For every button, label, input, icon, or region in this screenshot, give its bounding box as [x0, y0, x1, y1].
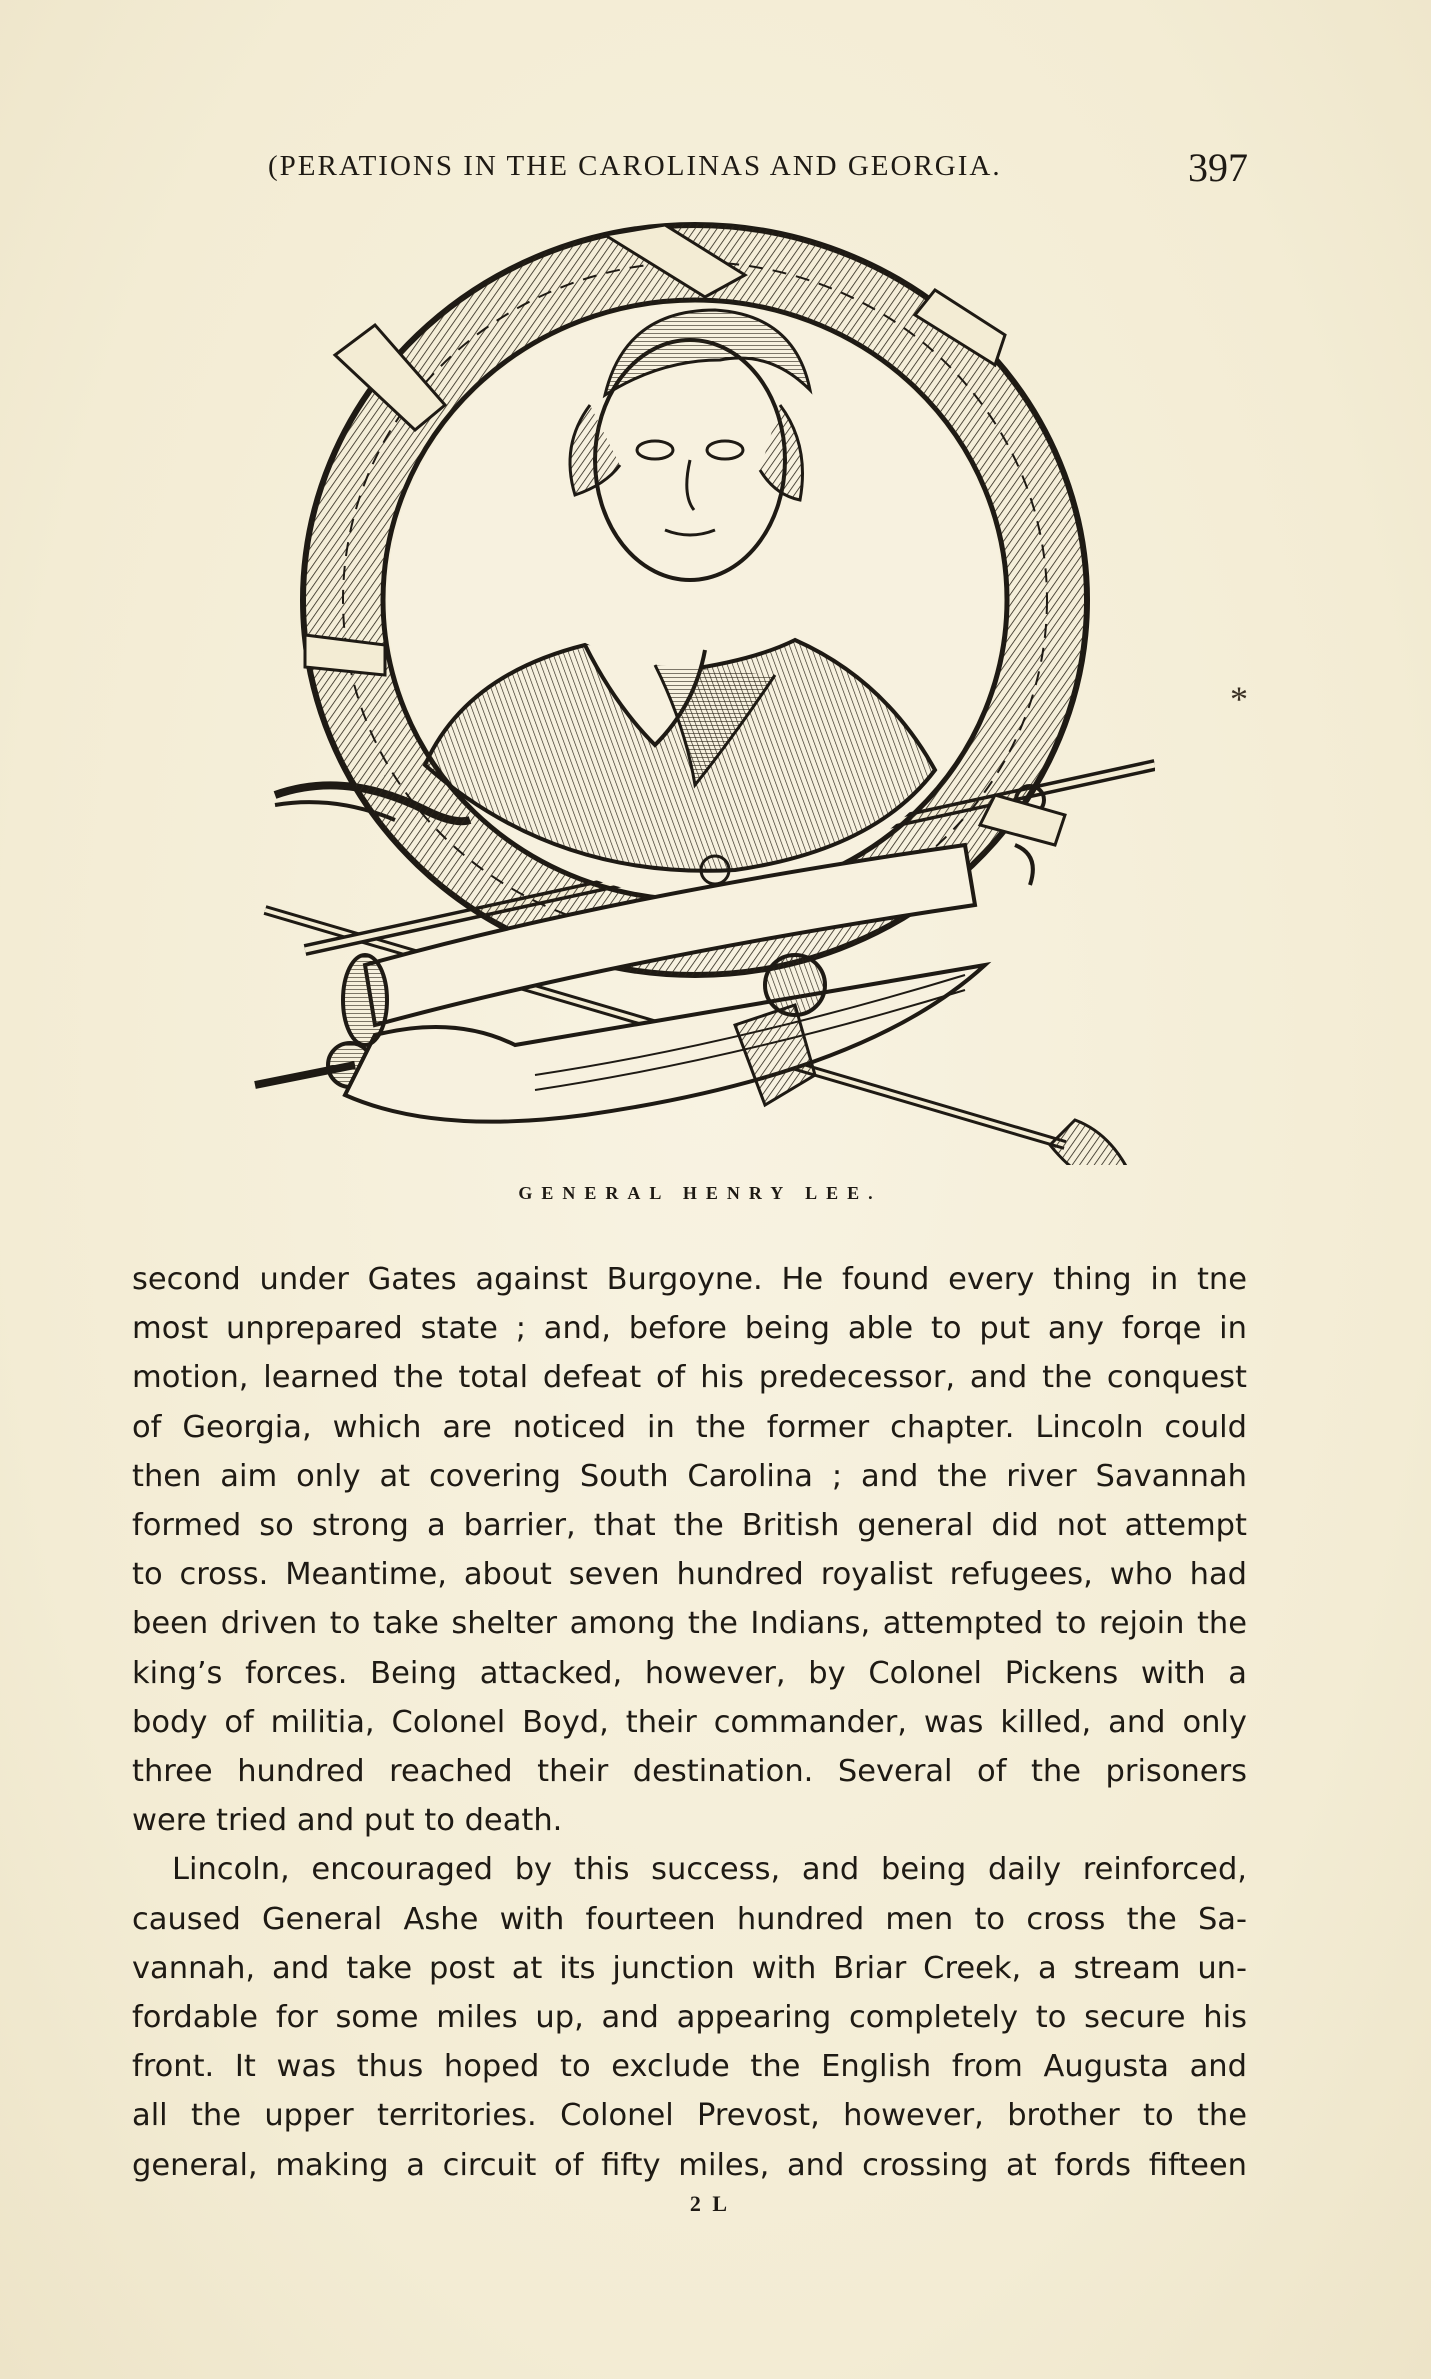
- text-line: king’s forces. Being attacked, however, by Colonel Pickens with a: [132, 1655, 1247, 1691]
- text-line: formed so strong a barrier, that the British general did not attempt: [132, 1508, 1247, 1544]
- text-line: motion, learned the total defeat of his predecessor, and the conquest: [132, 1360, 1247, 1396]
- text-line: then aim only at covering South Carolina ; and the river Savannah: [132, 1458, 1247, 1494]
- text-line: most unprepared state ; and, before being able to put any forqe in: [132, 1311, 1247, 1347]
- body-text: [132, 1255, 1247, 2190]
- page-number: 397: [1188, 145, 1248, 190]
- text-line: three hundred reached their destination. Several of the prisoners: [132, 1754, 1247, 1790]
- text-line: all the upper territories. Colonel Prevost, however, brother to the: [132, 2098, 1247, 2134]
- text-line: front. It was thus hoped to exclude the English from Augusta and: [132, 2049, 1247, 2085]
- text-line: of Georgia, which are noticed in the former chapter. Lincoln could: [132, 1409, 1247, 1445]
- paragraph-2: [132, 1845, 1247, 2189]
- text-line: were tried and put to death.: [132, 1803, 563, 1839]
- text-line: been driven to take shelter among the Indians, attempted to rejoin the: [132, 1606, 1247, 1642]
- signature-mark: 2 L: [689, 2191, 731, 2216]
- figure-caption: GENERAL HENRY LEE.: [518, 1183, 882, 1203]
- margin-mark: *: [1230, 679, 1248, 719]
- portrait-engraving: [235, 205, 1155, 1165]
- text-line: vannah, and take post at its junction with Briar Creek, a stream un-: [132, 1950, 1247, 1986]
- running-head-title: (PERATIONS IN THE CAROLINAS AND GEORGIA.: [268, 150, 1002, 182]
- text-line: second under Gates against Burgoyne. He found every thing in tne: [132, 1262, 1247, 1297]
- paragraph-1: [132, 1255, 1247, 1845]
- text-line: general, making a circuit of fifty miles, and crossing at fords fifteen: [132, 2147, 1247, 2183]
- text-line: fordable for some miles up, and appearing completely to secure his: [132, 2000, 1247, 2036]
- text-line: body of militia, Colonel Boyd, their commander, was killed, and only: [132, 1704, 1247, 1740]
- text-line: Lincoln, encouraged by this success, and being daily reinforced,: [172, 1852, 1247, 1888]
- text-line: caused General Ashe with fourteen hundred men to cross the Sa-: [132, 1901, 1247, 1937]
- text-line: to cross. Meantime, about seven hundred royalist refugees, who had: [132, 1557, 1247, 1593]
